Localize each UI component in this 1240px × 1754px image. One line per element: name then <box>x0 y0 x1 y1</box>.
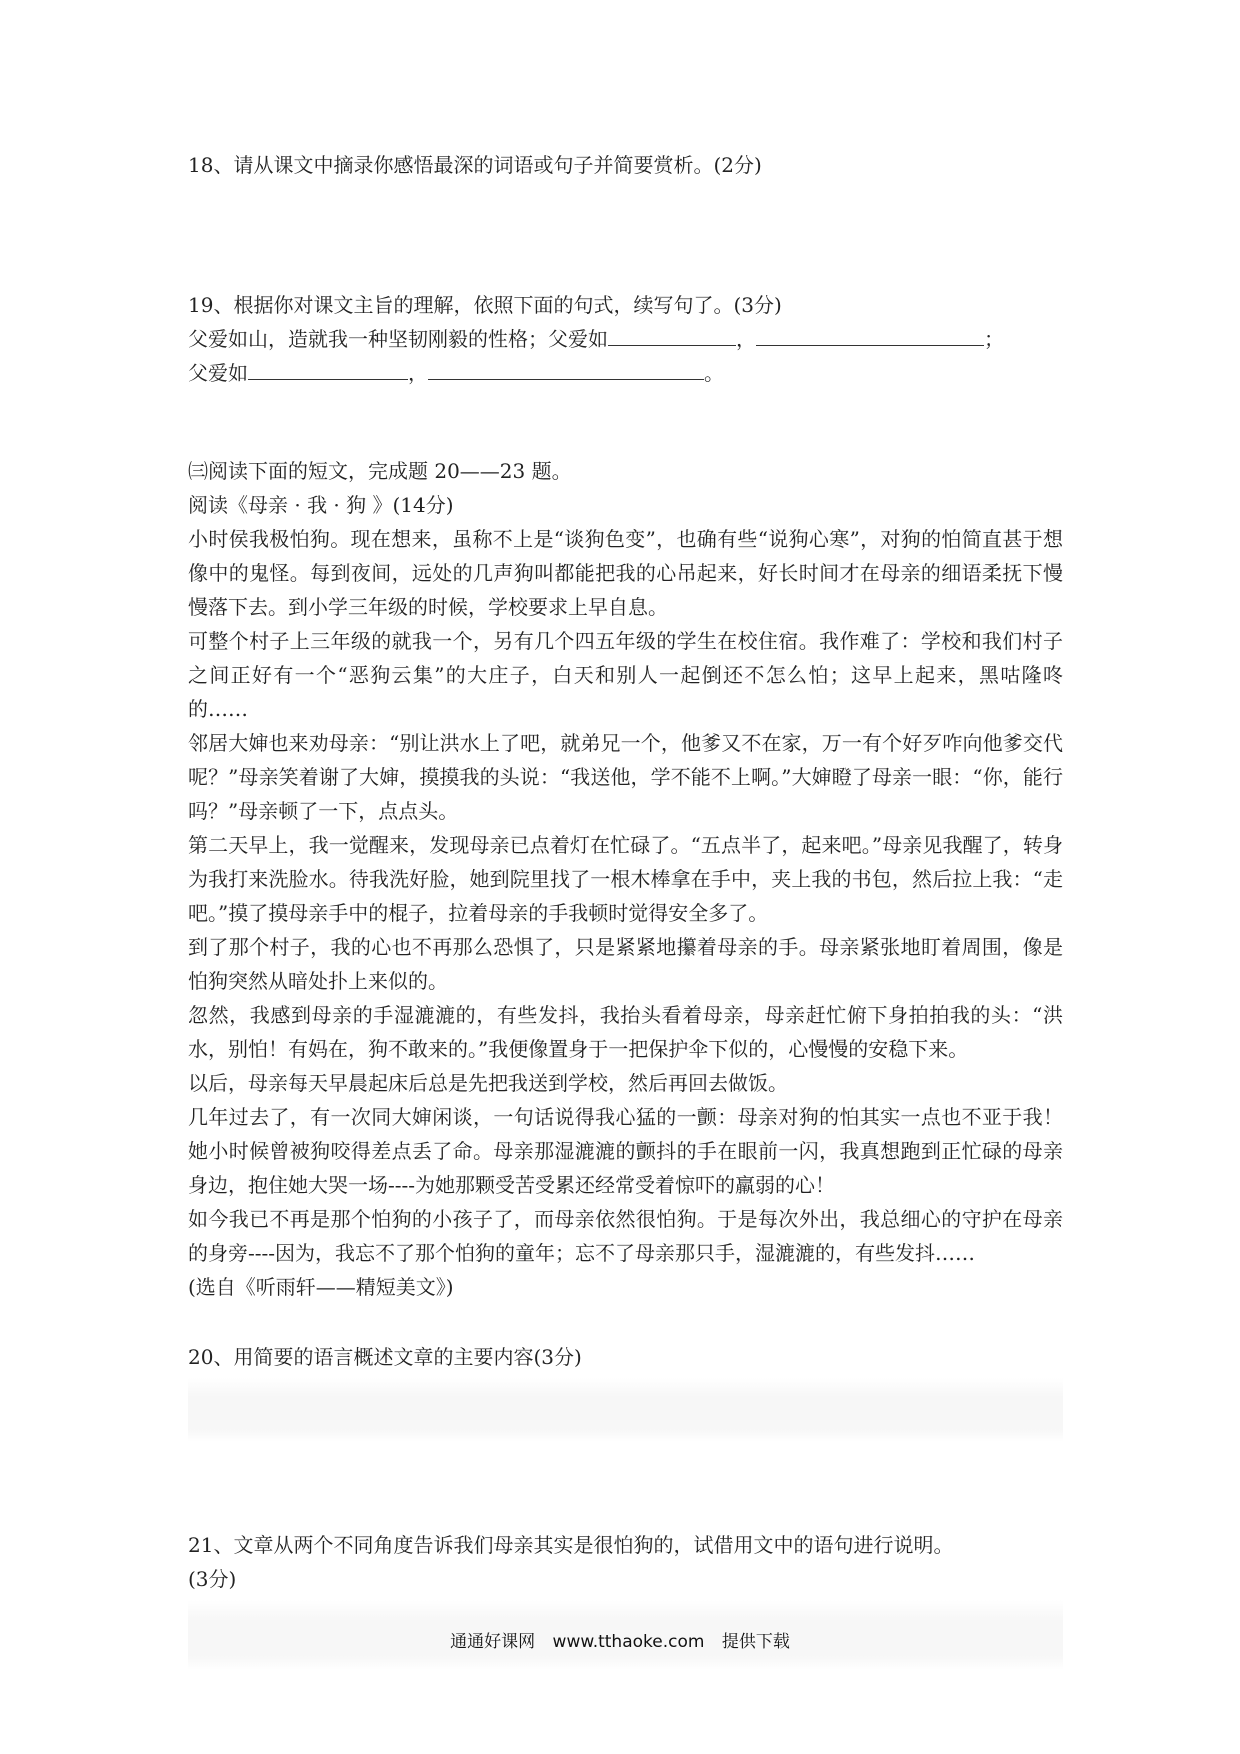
reading-paragraph-3: 邻居大婶也来劝母亲：“别让洪水上了吧，就弟兄一个，他爹又不在家，万一有个好歹咋向他爹交代呢？”母亲笑着谢了大婶，摸摸我的头说：“我送他，学不能不上啊。”大婶瞪了母亲一眼：“你，能行吗？”母亲顿了一下，点点头。 <box>188 731 1063 823</box>
question-19-line-2-start: 父爱如 <box>188 361 248 385</box>
footer-suffix: 提供下载 <box>721 1632 790 1652</box>
footer-url[interactable]: www.tthaoke.com <box>552 1632 705 1652</box>
reading-paragraph-4: 第二天早上，我一觉醒来，发现母亲已点着灯在忙碌了。“五点半了，起来吧。”母亲见我醒了，转身为我打来洗脸水。待我洗好脸，她到院里找了一根木棒拿在手中，夹上我的书包，然后拉上我：“走吧。”摸了摸母亲手中的棍子，拉着母亲的手我顿时觉得安全多了。 <box>188 833 1063 925</box>
question-19 <box>188 288 1063 390</box>
reading-paragraph-5: 到了那个村子，我的心也不再那么恐惧了，只是紧紧地攥着母亲的手。母亲紧张地盯着周围，像是怕狗突然从暗处扑上来似的。 <box>188 935 1063 993</box>
answer-blank-4[interactable] <box>428 357 704 380</box>
document-content <box>188 148 1063 1670</box>
question-18 <box>188 148 1063 182</box>
page-footer <box>0 1627 1240 1652</box>
answer-blank-3[interactable] <box>248 357 408 380</box>
question-21-text: 21、文章从两个不同角度告诉我们母亲其实是很怕狗的，试借用文中的语句进行说明。 <box>188 1533 954 1557</box>
reading-section <box>188 454 1063 1304</box>
question-19-line-1-end: ； <box>984 327 1004 351</box>
reading-paragraph-1: 小时侯我极怕狗。现在想来，虽称不上是“谈狗色变”，也确有些“说狗心寒”，对狗的怕简直甚于想像中的鬼怪。每到夜间，远处的几声狗叫都能把我的心吊起来，好长时间才在母亲的细语柔抚下慢慢落下去。到小学三年级的时候，学校要求上早自息。 <box>188 527 1063 619</box>
question-19-line-1 <box>188 322 1063 356</box>
question-20-text: 20、用简要的语言概述文章的主要内容(3分) <box>188 1345 582 1369</box>
reading-source: (选自《听雨轩——精短美文》) <box>188 1275 454 1299</box>
reading-paragraph-2: 可整个村子上三年级的就我一个，另有几个四五年级的学生在校住宿。我作难了：学校和我们村子之间正好有一个“恶狗云集”的大庄子，白天和别人一起倒还不怎么怕；这早上起来，黑咕隆咚的…… <box>188 629 1063 721</box>
question-19-line-2-end: 。 <box>704 361 724 385</box>
answer-blank-1[interactable] <box>608 323 736 346</box>
question-18-text: 18、请从课文中摘录你感悟最深的词语或句子并简要赏析。(2分) <box>188 153 762 177</box>
question-19-line-1-start: 父爱如山，造就我一种坚韧刚毅的性格；父爱如 <box>188 327 608 351</box>
question-19-title: 19、根据你对课文主旨的理解，依照下面的句式，续写句了。(3分) <box>188 293 782 317</box>
question-21-score: (3分) <box>188 1567 237 1591</box>
question-20-answer-area[interactable] <box>188 1378 1063 1442</box>
reading-intro: ㈢阅读下面的短文，完成题 20——23 题。 <box>188 459 572 483</box>
reading-paragraph-8: 几年过去了，有一次同大婶闲谈，一句话说得我心猛的一颤：母亲对狗的怕其实一点也不亚于我！她小时候曾被狗咬得差点丢了命。母亲那湿漉漉的颤抖的手在眼前一闪，我真想跑到正忙碌的母亲身边，抱住她大哭一场----为她那颗受苦受累还经常受着惊吓的羸弱的心！ <box>188 1105 1063 1197</box>
reading-paragraph-7: 以后，母亲每天早晨起床后总是先把我送到学校，然后再回去做饭。 <box>188 1071 788 1095</box>
question-19-line-2 <box>188 356 1063 390</box>
question-19-line-1-comma: ， <box>736 327 756 351</box>
reading-title: 阅读《母亲 · 我 · 狗 》(14分) <box>188 493 454 517</box>
question-19-line-2-comma: ， <box>408 361 428 385</box>
answer-blank-2[interactable] <box>756 323 984 346</box>
reading-paragraph-9: 如今我已不再是那个怕狗的小孩子了，而母亲依然很怕狗。于是每次外出，我总细心的守护在母亲的身旁----因为，我忘不了那个怕狗的童年；忘不了母亲那只手，湿漉漉的，有些发抖…… <box>188 1207 1063 1265</box>
question-20 <box>188 1340 1063 1442</box>
footer-site-name: 通通好课网 <box>450 1632 536 1652</box>
reading-paragraph-6: 忽然，我感到母亲的手湿漉漉的，有些发抖，我抬头看着母亲，母亲赶忙俯下身拍拍我的头：“洪水，别怕！有妈在，狗不敢来的。”我便像置身于一把保护伞下似的，心慢慢的安稳下来。 <box>188 1003 1063 1061</box>
